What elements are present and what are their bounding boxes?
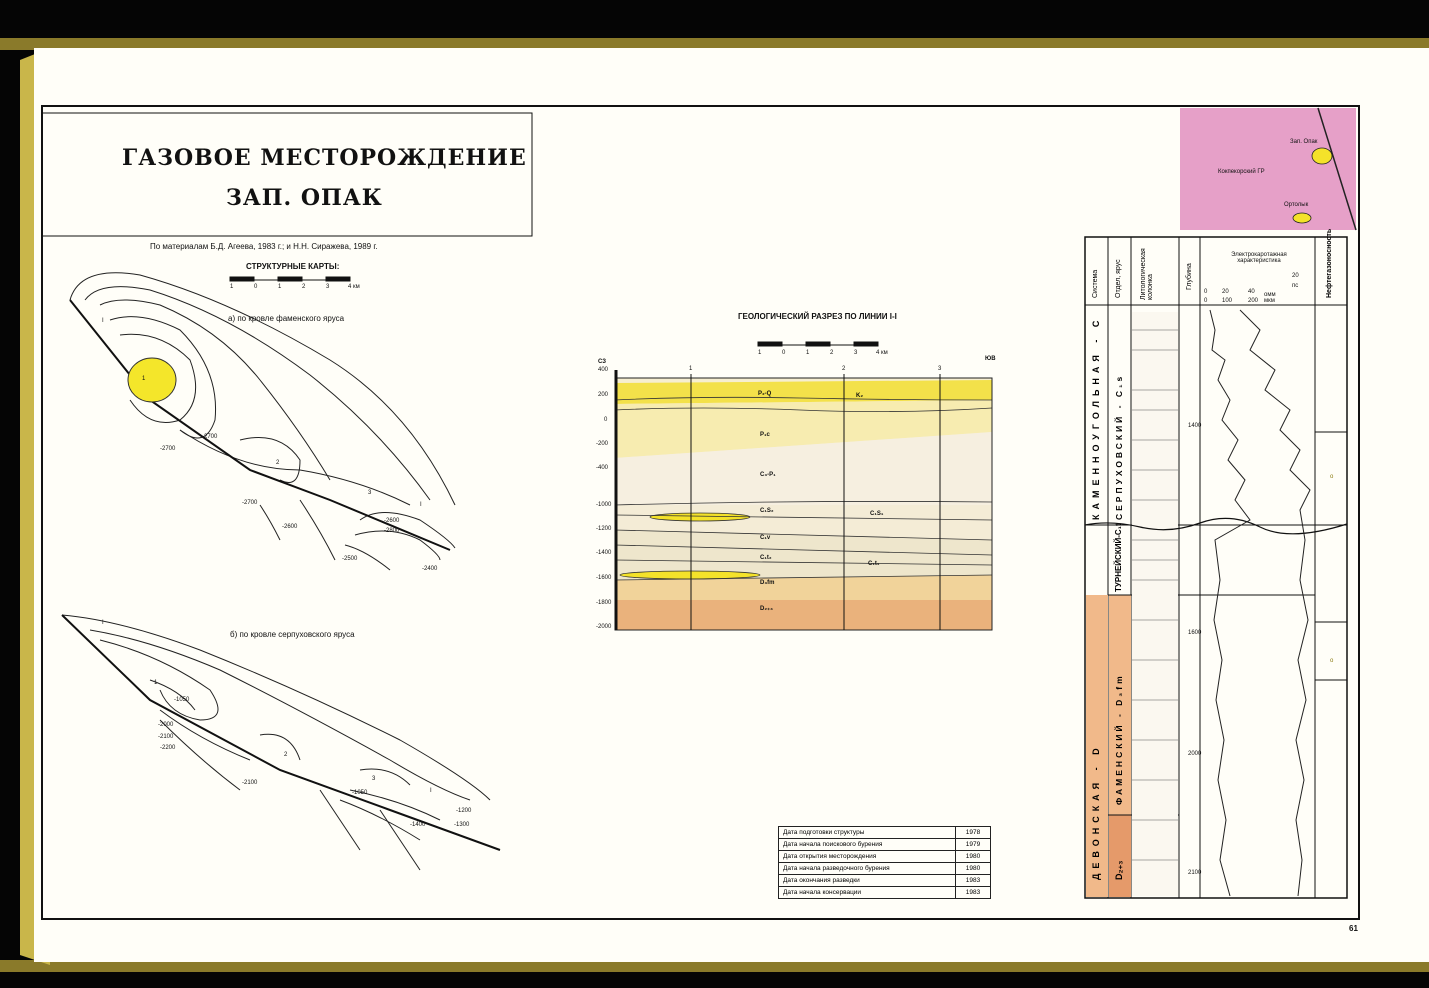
inset-label: Кокпекорский ГР (1218, 169, 1265, 175)
inset-label: Зап. Опак (1290, 139, 1318, 145)
table-cell: Дата начала разведочного бурения (779, 863, 956, 875)
depth-tick: -1400 (596, 550, 612, 556)
depth-tick: 200 (598, 392, 609, 398)
contour-label: -1050 (174, 697, 190, 703)
layer-label: C₁t₂ (760, 555, 772, 561)
scale-tick: 2 (302, 284, 306, 290)
gas-mark: o (1330, 658, 1334, 664)
layer-label: P₁c (760, 432, 770, 438)
log-scale-tick: 200 (1248, 298, 1259, 304)
contour-label: -2600 (282, 524, 298, 530)
contour-label: -2100 (158, 734, 174, 740)
log-scale-tick: 20 (1222, 289, 1229, 295)
table-cell: 1980 (956, 851, 991, 863)
log-scale-tick: 40 (1248, 289, 1255, 295)
contour-label: I (420, 502, 422, 508)
well-number: 3 (938, 366, 942, 372)
well-label: 1 (142, 376, 146, 382)
contour-label: -2700 (202, 434, 218, 440)
scale-tick: 4 км (876, 350, 888, 356)
scale-tick: 1 (278, 284, 282, 290)
source-note: По материалам Б.Д. Агеева, 1983 г.; и Н.Н. Сиражева, 1989 г. (150, 242, 378, 251)
contour-label: I (430, 788, 432, 794)
table-cell: Дата окончания разведки (779, 875, 956, 887)
depth-tick: -1000 (596, 502, 612, 508)
depth-mark: 2100 (1188, 870, 1202, 876)
table-cell: Дата открытия месторождения (779, 851, 956, 863)
column-header-system: Система (1092, 269, 1099, 298)
log-scale-tick: 0 (1204, 289, 1208, 295)
maps-heading: СТРУКТУРНЫЕ КАРТЫ: (246, 262, 340, 271)
contour-label: -2500 (342, 556, 358, 562)
system-devonian: ДЕВОНСКАЯ - D (1091, 743, 1101, 880)
table-cell: 1983 (956, 875, 991, 887)
contour-label: I (102, 318, 104, 324)
depth-tick: -1200 (596, 526, 612, 532)
scale-tick: 3 (854, 350, 858, 356)
dates-table (778, 826, 991, 899)
well-label: 2 (284, 752, 288, 758)
column-header-oilgas: Нефтегазоносность (1326, 228, 1333, 298)
section-left-end: СЗ (598, 359, 607, 365)
stage-d23: D₂₊₃ (1114, 860, 1124, 880)
depth-tick: 0 (604, 417, 608, 423)
contour-label: -2800 (384, 528, 400, 534)
contour-label: -2000 (158, 722, 174, 728)
table-row (779, 839, 991, 851)
title-line-1: ГАЗОВОЕ МЕСТОРОЖДЕНИЕ (122, 145, 527, 171)
scale-tick: 1 (758, 350, 762, 356)
depth-tick: -400 (596, 465, 609, 471)
table-cell: Дата начала консервации (779, 887, 956, 899)
system-carboniferous: КАМЕННОУГОЛЬНАЯ - С (1091, 315, 1101, 520)
layer-label: C₁t₁ (868, 561, 880, 567)
depth-tick: -1600 (596, 575, 612, 581)
page-number: 61 (1349, 924, 1358, 933)
layer-label: D₃fm (760, 580, 775, 586)
layer-label: C₁v (760, 535, 771, 541)
well-label: 2 (276, 460, 280, 466)
layer-label: C₁S₂ (760, 508, 774, 514)
scale-tick: 1 (230, 284, 234, 290)
contour-label: -1400 (410, 822, 426, 828)
depth-tick: -1800 (596, 600, 612, 606)
stage-serpukhovian: СЕРПУХОВСКИЙ - С₁s (1114, 373, 1124, 520)
scale-tick: 4 км (348, 284, 360, 290)
depth-mark: 2000 (1188, 751, 1202, 757)
log-scale-tick: 0 (1204, 298, 1208, 304)
log-scale-unit: пс (1292, 283, 1299, 289)
layer-label: C₃-P₁ (760, 472, 776, 478)
table-cell: 1983 (956, 887, 991, 899)
table-cell: Дата начала поискового бурения (779, 839, 956, 851)
contour-label: -2400 (422, 566, 438, 572)
gas-mark: o (1330, 474, 1334, 480)
layer-label: P₂-Q (758, 391, 772, 397)
log-scale-tick: 20 (1292, 273, 1299, 279)
contour-label: -1200 (456, 808, 472, 814)
table-cell: 1980 (956, 863, 991, 875)
depth-tick: 400 (598, 367, 609, 373)
stage-famennian: ФАМЕНСКИЙ - D₃fm (1114, 673, 1124, 805)
stage-tournaisian: ТУРНЕЙСКИЙ-С₁t (1114, 523, 1123, 592)
table-row (779, 851, 991, 863)
layer-label: C₁S₁ (870, 511, 884, 517)
column-header-lithology: Литологическая колонка (1140, 248, 1154, 300)
log-scale-tick: 100 (1222, 298, 1233, 304)
well-label: 3 (372, 776, 376, 782)
log-scale-unit: мкм (1264, 298, 1275, 304)
title-line-2: ЗАП. ОПАК (226, 185, 383, 211)
scale-tick: 0 (782, 350, 786, 356)
scale-tick: 2 (830, 350, 834, 356)
scale-tick: 0 (254, 284, 258, 290)
table-cell: 1978 (956, 827, 991, 839)
scale-tick: 1 (806, 350, 810, 356)
column-header-stage: Отдел, ярус (1115, 259, 1122, 298)
contour-label: -1300 (454, 822, 470, 828)
map-a-caption: а) по кровле фаменского яруса (228, 314, 345, 323)
depth-tick: -200 (596, 441, 609, 447)
contour-label: -2600 (384, 518, 400, 524)
table-row (779, 827, 991, 839)
log-scale-unit: омм (1264, 292, 1276, 298)
column-header-depth: Глубина (1186, 263, 1193, 290)
contour-label: -2200 (160, 745, 176, 751)
contour-label: -2700 (160, 446, 176, 452)
depth-tick: -2000 (596, 624, 612, 630)
table-row (779, 887, 991, 899)
contour-label: -1050 (352, 790, 368, 796)
contour-label: I (102, 620, 104, 626)
table-cell: Дата подготовки структуры (779, 827, 956, 839)
well-label: 1 (154, 680, 158, 686)
section-heading: ГЕОЛОГИЧЕСКИЙ РАЗРЕЗ ПО ЛИНИИ I-I (738, 312, 897, 321)
contour-label: -2100 (242, 780, 258, 786)
layer-label: D₂₊₃ (760, 606, 773, 612)
well-label: 3 (368, 490, 372, 496)
depth-mark: 1400 (1188, 423, 1202, 429)
section-right-end: ЮВ (985, 356, 996, 362)
table-cell: 1979 (956, 839, 991, 851)
well-number: 1 (689, 366, 693, 372)
depth-mark: 1600 (1188, 630, 1202, 636)
map-b-caption: б) по кровле серпуховского яруса (230, 630, 355, 639)
well-number: 2 (842, 366, 846, 372)
inset-label: Ортолык (1284, 202, 1309, 208)
table-row (779, 875, 991, 887)
layer-label: K₂ (856, 393, 863, 399)
column-header-log: Электрокаротажная характеристика (1231, 252, 1287, 264)
table-row (779, 863, 991, 875)
scale-tick: 3 (326, 284, 330, 290)
contour-label: -2700 (242, 500, 258, 506)
